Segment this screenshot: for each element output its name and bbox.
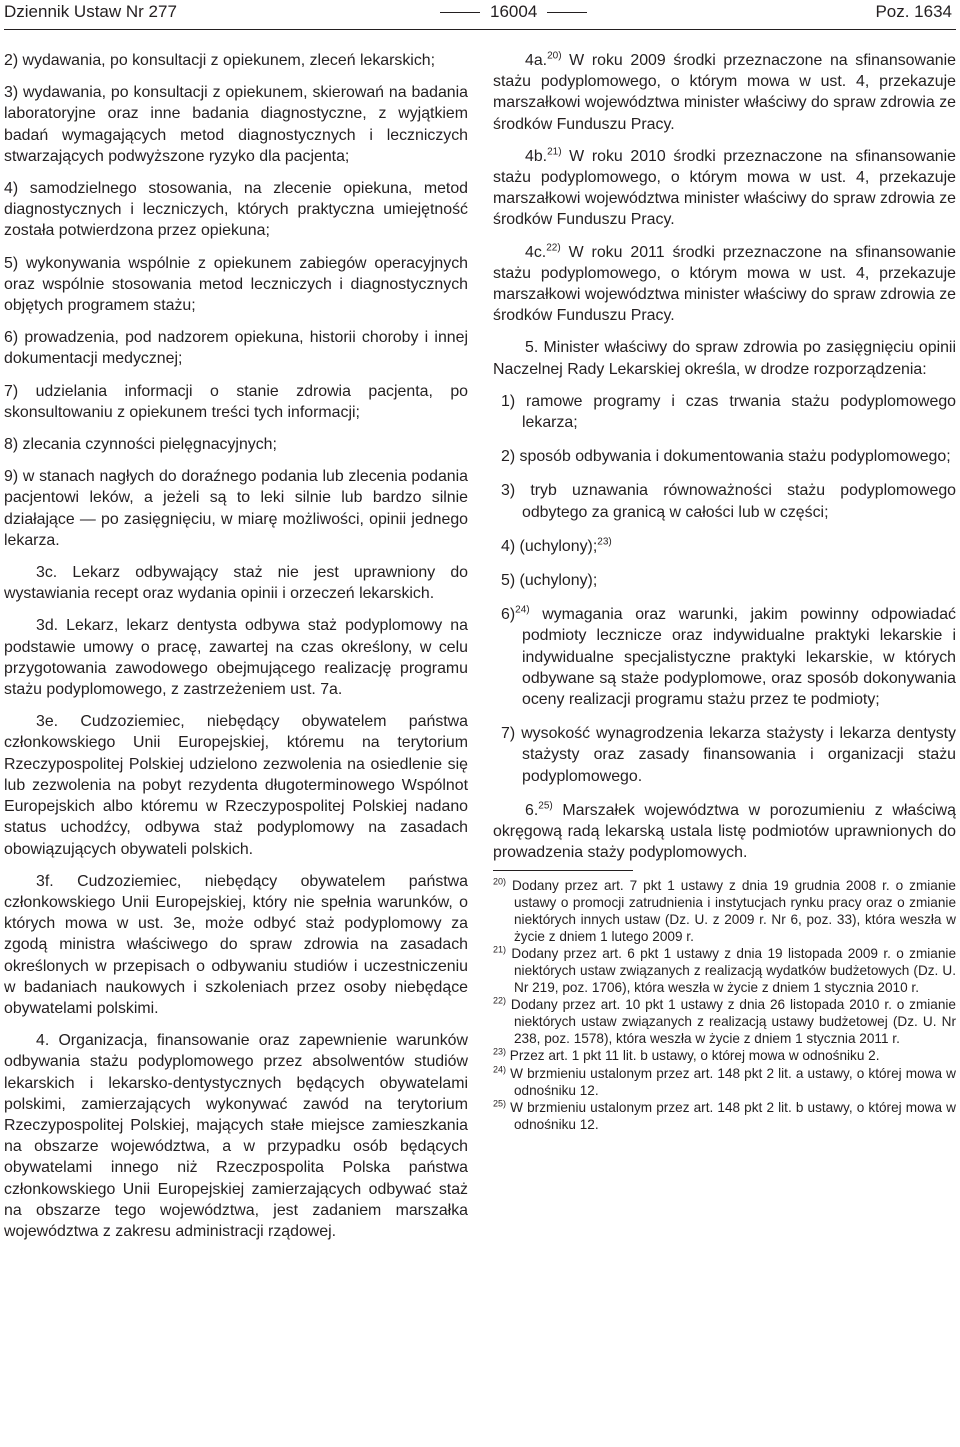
left-column <box>4 50 468 1253</box>
page-number-area <box>430 0 597 24</box>
footnote-number: 25) <box>493 1098 507 1109</box>
list-item-3: 3) wydawania, po konsultacji z opiekunem, skierowań na badania laboratoryjne oraz inne badania diagnostyczne, z wyjątkiem badań wymagających metod diagnostycznych i leczniczych stwarzających podwyższone ryzyko dla pacjenta; <box>4 84 468 165</box>
list-item-8: 8) zlecania czynności pielęgnacyjnych; <box>4 436 277 454</box>
paragraph-4a <box>493 50 956 135</box>
list-item-4: 4) samodzielnego stosowania, na zlecenie opiekuna, metod diagnostycznych i leczniczych, których praktyczna umiejętność została potwierdzona przez opiekuna; <box>4 180 468 240</box>
list-item-7: 7) wysokość wynagrodzenia lekarza stażysty i lekarza dentysty stażysty oraz zasady finansowania i organizacji stażu podyplomowego. <box>501 725 956 785</box>
footnote-ref: 20) <box>547 50 562 62</box>
footnote-21 <box>493 945 956 996</box>
dash-left <box>440 12 480 13</box>
footnote-text: Dodany przez art. 7 pkt 1 ustawy z dnia 19 grudnia 2008 r. o zmianie ustawy o promocji zatrudnienia i instytucjach rynku pracy oraz o zmianie niektórych innych ustaw (Dz. U. z 2009 r. Nr 6, poz. 33), która weszła w życie z dniem 1 lutego 2009 r. <box>511 877 956 944</box>
footnotes <box>493 877 956 1133</box>
footnote-22 <box>493 996 956 1047</box>
footnote-text: Dodany przez art. 6 pkt 1 ustawy z dnia 19 listopada 2009 r. o zmianie niektórych ustaw związanych z realizacją wydatków budżetowych (Dz. U. Nr 219, poz. 1706), która weszła w życie z dniem 1 stycznia 2010 r. <box>511 945 957 996</box>
right-column <box>493 50 956 1133</box>
footnote-text: W brzmieniu ustalonym przez art. 148 pkt 2 lit. a ustawy, o której mowa w odnośniku 12. <box>510 1065 956 1098</box>
list-item-2: 2) wydawania, po konsultacji z opiekunem, zleceń lekarskich; <box>4 52 436 69</box>
footnote-25 <box>493 1099 956 1133</box>
paragraph-number: 4b. <box>525 147 548 165</box>
list-text: 4) (uchylony); <box>501 537 598 555</box>
footnote-20 <box>493 877 956 945</box>
paragraph-4b <box>493 146 956 231</box>
paragraph-3f: 3f. Cudzoziemiec, niebędący obywatelem państwa członkowskiego Unii Europejskiej, który nie spełnia warunków, o których mowa w ust. 3e, może odbyć staż podyplomowy za zgodą ministra właściwego do spraw zdrowia na zasadach określonych w przepisach o odbywaniu studiów i uczestniczeniu w badaniach naukowych i szkoleniach przez osoby niebędące obywatelami polskimi. <box>4 872 468 1017</box>
paragraph-5: 5. Minister właściwy do spraw zdrowia po zasięgnięciu opinii Naczelnej Rady Lekarskiej określa, w drodze rozporządzenia: <box>493 339 956 378</box>
footnote-ref: 22) <box>546 242 561 254</box>
list-item-4 <box>493 536 956 557</box>
list-item-1: 1) ramowe programy i czas trwania stażu podyplomowego lekarza; <box>501 392 956 432</box>
paragraph-4c <box>493 242 956 327</box>
dash-right <box>547 12 587 13</box>
paragraph-number: 6. <box>525 801 539 819</box>
footnote-text: Dodany przez art. 10 pkt 1 ustawy z dnia 26 listopada 2010 r. o zmianie niektórych ustaw związanych z realizacją ustawy budżetowej (Dz. U. Nr 238, poz. 1578), która weszła w życie z dniem 1 stycznia 2011 r. <box>510 997 956 1047</box>
list-item-6 <box>493 604 956 710</box>
paragraph-text: W roku 2009 środki przeznaczone na sfinansowanie stażu podyplomowego, o którym mowa w ust. 4, przekazuje marszałkowi województwa minister właściwy do spraw zdrowia ze środków Funduszu Pracy. <box>493 52 956 133</box>
position-number: Poz. 1634 <box>875 2 952 21</box>
list-item-5: 5) wykonywania wspólnie z opiekunem zabiegów operacyjnych oraz wspólnie stosowania metod leczniczych i diagnostycznych objętych programem stażu; <box>4 254 468 315</box>
footnote-number: 20) <box>493 875 507 886</box>
header-rule <box>4 29 956 30</box>
paragraph-number: 4c. <box>525 243 547 261</box>
footnote-separator <box>493 870 633 871</box>
list-item-2: 2) sposób odbywania i dokumentowania stażu podyplomowego; <box>501 448 951 466</box>
footnote-number: 23) <box>493 1046 507 1057</box>
footnote-ref: 23) <box>597 536 612 548</box>
footnote-number: 21) <box>493 944 507 955</box>
journal-title: Dziennik Ustaw Nr 277 <box>4 2 177 21</box>
footnote-24 <box>493 1065 956 1099</box>
paragraph-6 <box>493 800 956 864</box>
paragraph-text: W roku 2010 środki przeznaczone na sfinansowanie stażu podyplomowego, o którym mowa w ust. 4, przekazuje marszałkowi województwa minister właściwy do spraw zdrowia ze środków Funduszu Pracy. <box>493 147 956 229</box>
list-text: wymagania oraz warunki, jakim powinny odpowiadać podmioty lecznicze oraz indywidualne praktyki lekarskie i indywidualne specjalistyczne praktyki lekarskie, w których odbywane są staże podyplomowe, oraz sposób dokonywania oceny realizacji programu stażu przez te podmioty; <box>522 606 956 709</box>
list-item-6: 6) prowadzenia, pod nadzorem opiekuna, historii choroby i innej dokumentacji medycznej; <box>4 329 468 368</box>
paragraph-3d: 3d. Lekarz, lekarz dentysta odbywa staż podyplomowy na podstawie umowy o pracę, zawartej na czas określony, w celu przygotowania zawodowego obejmującego realizację programu stażu podyplomowego, z zastrzeżeniem ust. 7a. <box>4 617 468 699</box>
footnote-text: W brzmieniu ustalonym przez art. 148 pkt 2 lit. b ustawy, o której mowa w odnośniku 12. <box>510 1099 956 1132</box>
page-number: 16004 <box>490 2 538 21</box>
paragraph-4: 4. Organizacja, finansowanie oraz zapewnienie warunków odbywania stażu podyplomowego przez absolwentów studiów lekarskich i lekarsko-dentystycznych będących obywatelami polskimi, zamierzających wykonywać zawód na terytorium Rzeczypospolitej Polskiej, mających stałe miejsce zamieszkania na obszarze województwa, a w przypadku osób będących obywatelami innego niż Rzeczpospolita Polska państwa członkowskiego Unii Europejskiej zamierzających odbywać staż na obszarze tego województwa, jest zadaniem marszałka województwa z zakresu administracji rządowej. <box>4 1032 468 1240</box>
paragraph-3e: 3e. Cudzoziemiec, niebędący obywatelem państwa członkowskiego Unii Europejskiej, któremu na terytorium Rzeczypospolitej Polskiej udzielono zezwolenia na osiedlenie się lub zezwolenia na pobyt rezydenta długoterminowego Wspólnot Europejskich albo któremu w Rzeczypospolitej Polskiej nadano status uchodźcy, odbywa staż podyplomowy na zasadach obowiązujących obywateli polskich. <box>4 713 468 858</box>
paragraph-3c: 3c. Lekarz odbywający staż nie jest uprawniony do wystawiania recept oraz wydania opinii i orzeczeń lekarskich. <box>4 564 468 603</box>
footnote-number: 24) <box>493 1064 507 1074</box>
paragraph-text: W roku 2011 środki przeznaczone na sfinansowanie stażu podyplomowego, o którym mowa w ust. 4, przekazuje marszałkowi województwa minister właściwy do spraw zdrowia ze środków Funduszu Pracy. <box>493 243 956 325</box>
list-item-5: 5) (uchylony); <box>501 572 598 590</box>
footnote-ref: 21) <box>547 146 562 158</box>
list-item-3: 3) tryb uznawania równoważności stażu podyplomowego odbytego za granicą w całości lub w części; <box>501 482 956 521</box>
list-item-9: 9) w stanach nagłych do doraźnego podania lub zlecenia podania pacjentowi leków, a jeżeli są to leki silnie lub bardzo silnie działające — po zasięgnięciu, w miarę możliwości, opinii jednego lekarza. <box>4 468 468 549</box>
page-header <box>0 0 960 24</box>
footnote-text: Przez art. 1 pkt 11 lit. b ustawy, o której mowa w odnośniku 2. <box>509 1048 880 1064</box>
footnote-23 <box>493 1047 956 1064</box>
paragraph-number: 4a. <box>525 52 548 69</box>
footnote-ref: 25) <box>538 800 553 812</box>
list-item-7: 7) udzielania informacji o stanie zdrowia pacjenta, po skonsultowaniu z opiekunem treści tych informacji; <box>4 382 468 421</box>
footnote-ref: 24) <box>515 604 530 616</box>
footnote-number: 22) <box>493 995 507 1006</box>
list-number: 6) <box>501 606 516 624</box>
paragraph-text: Marszałek województwa w porozumieniu z właściwą okręgową radą lekarską ustala listę podmiotów uprawnionych do prowadzenia staży podyplomowych. <box>493 801 956 862</box>
